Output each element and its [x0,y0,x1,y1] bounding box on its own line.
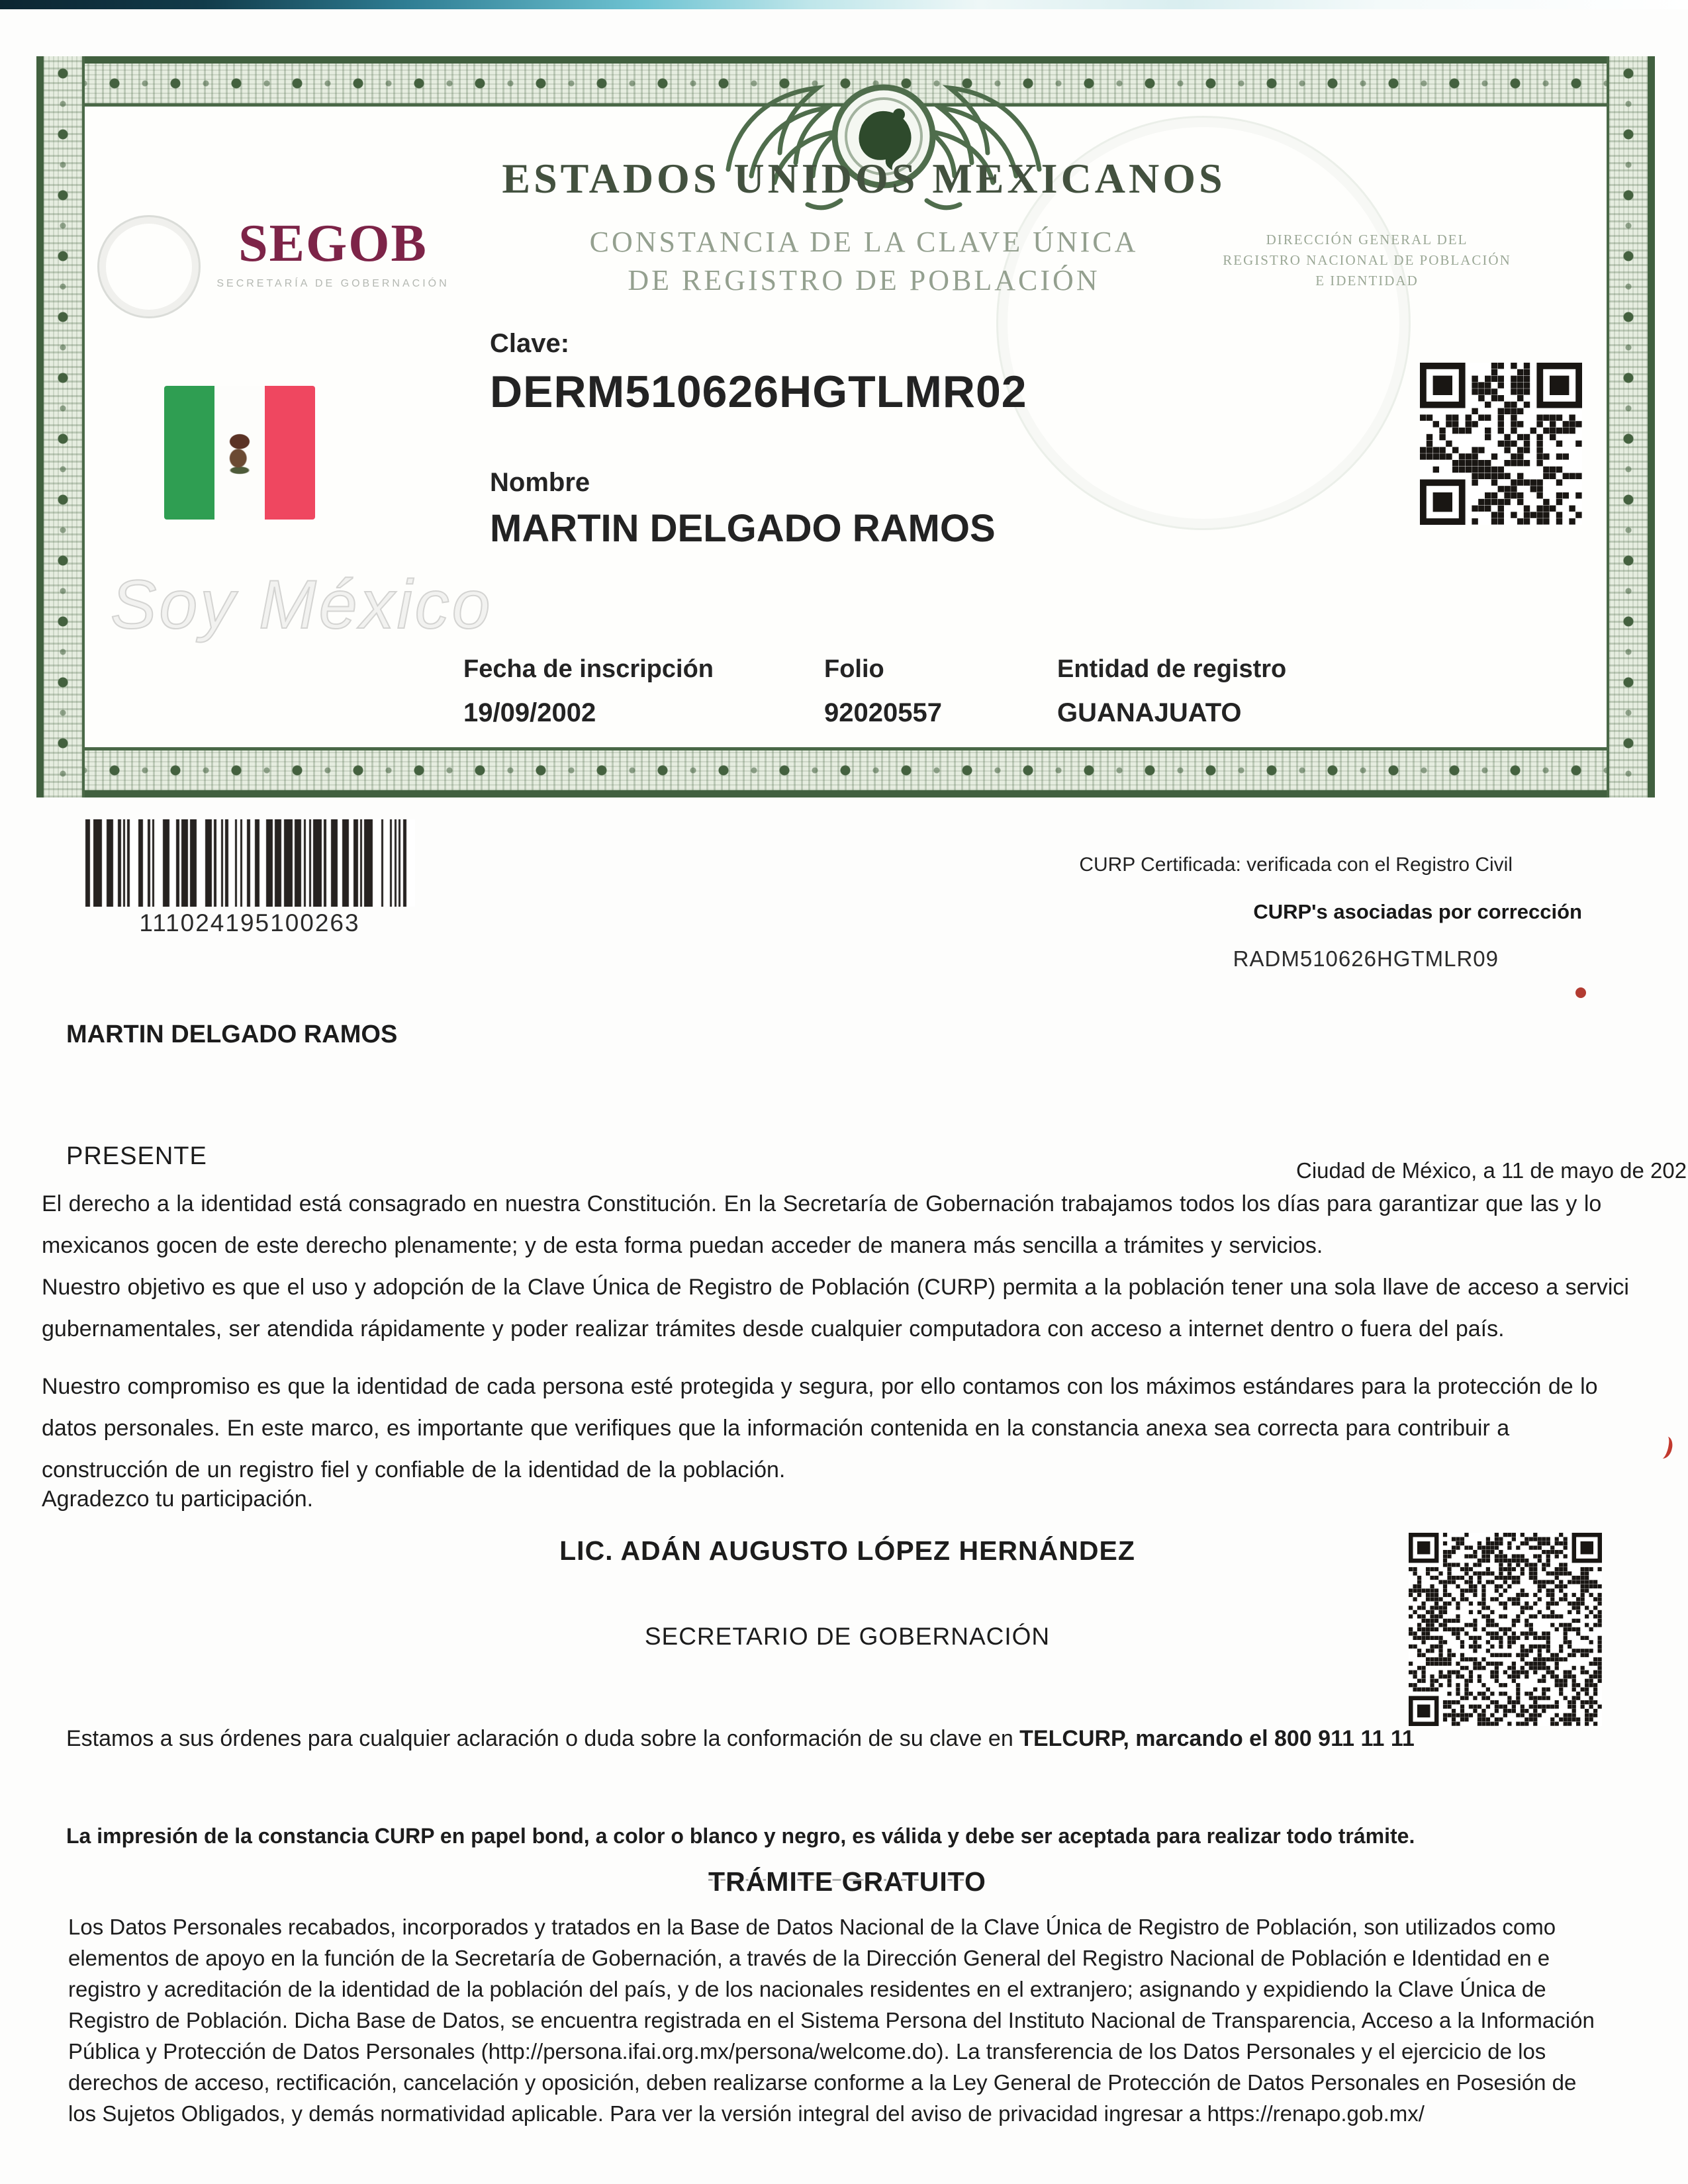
text-line: Los Datos Personales recabados, incorporados y tratados en la Base de Datos Nacional de la Clave Única de Registro de Población, son utilizados como [68,1915,1556,1939]
letter-thanks: Agradezco tu participación. [42,1486,314,1512]
segob-wordmark: SEGOB [238,214,428,273]
soy-mexico-watermark: Soy México [111,567,493,643]
flag-green-stripe [164,386,214,520]
entidad-registro-value: GUANAJUATO [1057,698,1242,727]
fecha-inscripcion-label: Fecha de inscripción [463,655,714,683]
nombre-value: MARTIN DELGADO RAMOS [490,507,996,550]
entidad-registro-label: Entidad de registro [1057,655,1287,683]
text-line: Nuestro objetivo es que el uso y adopción de la Clave Única de Registro de Población (CURP) permita a la población tener una sola llave de acceso a servici [42,1275,1629,1300]
direccion-line-1: DIRECCIÓN GENERAL DEL [1266,232,1468,248]
curp-associated-title: CURP's asociadas por corrección [1253,900,1582,923]
contact-text: Estamos a sus órdenes para cualquier aclaración o duda sobre la conformación de su clave en [66,1726,1020,1751]
certificate-title: ESTADOS UNIDOS MEXICANOS [502,155,1226,202]
mexican-flag [164,386,315,520]
qr-code-signature [1409,1533,1602,1726]
letter-paragraph-3 [42,1366,1688,1491]
text-line: datos personales. En este marco, es importante que verifiques que la información contenida en la constancia anexa sea correcta para contribuir a [42,1416,1510,1441]
segob-subtitle: SECRETARÍA DE GOBERNACIÓN [216,278,449,289]
text-line: mexicanos gocen de este derecho plenamente; y de esta forma puedan acceder de manera más sencilla a trámites y servicios. [42,1233,1323,1258]
free-procedure-notice: TRÁMITE GRATUITO [708,1866,986,1897]
signature-title: SECRETARIO DE GOBERNACIÓN [644,1623,1051,1650]
direccion-general-block [1188,230,1546,291]
segob-logo [187,214,479,290]
scan-artifact-bar [0,0,1688,9]
text-line: registro y acreditación de la identidad de la población del país, y de los nacionales residentes en el extranjero; asignando y expidiendo la Clave Única de [68,1977,1546,2001]
direccion-line-3: E IDENTIDAD [1315,273,1419,289]
text-line: elementos de apoyo en la función de la Secretaría de Gobernación, a través de la Dirección General del Registro Nacional de Población e Identidad en e [68,1946,1550,1970]
text-line: derechos de acceso, rectificación, cancelación y oposición, deben realizarse conforme a la Ley General de Protección de Datos Personales en Posesión de [68,2070,1577,2095]
text-line: Registro de Población. Dicha Base de Datos, se encuentra registrada en el Sistema Persona del Instituto Nacional de Transparencia, Acceso a la Información [68,2008,1595,2032]
folio-label: Folio [824,655,884,683]
contact-phone: TELCURP, marcando el 800 911 11 11 [1019,1726,1415,1751]
letter-presente: PRESENTE [66,1142,207,1170]
curp-certified-line: CURP Certificada: verificada con el Registro Civil [1079,854,1513,876]
signature-name: LIC. ADÁN AUGUSTO LÓPEZ HERNÁNDEZ [559,1535,1135,1566]
text-line: Pública y Protección de Datos Personales (http://persona.ifai.org.mx/persona/welcome.do). La transferencia de los Datos Personales y el ejercicio de los [68,2039,1546,2064]
contact-line [66,1726,1415,1752]
barcode-number: 111024195100263 [139,909,360,936]
certificate-border-bottom [36,747,1655,797]
certificate-border-right [1607,56,1655,797]
letter-paragraph-1 [42,1183,1688,1267]
direccion-line-2: REGISTRO NACIONAL DE POBLACIÓN [1223,252,1511,268]
curp-certificate [36,56,1655,797]
text-line: gubernamentales, ser atendida rápidamente y poder realizar trámites desde cualquier computadora con acceso a internet dentro o fuera del país. [42,1316,1505,1342]
curp-associated-value: RADM510626HGTMLR09 [1233,946,1499,971]
letter-paragraph-2 [42,1267,1688,1350]
privacy-paragraph [68,1911,1688,2129]
certificate-subtitle [420,223,1307,300]
clave-label: Clave: [490,329,570,358]
flag-white-stripe [214,386,265,520]
text-line: los Sujetos Obligados, y demás normatividad aplicable. Para ver la versión integral del aviso de privacidad ingresar a https://renapo.gob.mx/ [68,2101,1425,2126]
red-pen-dot [1575,987,1586,998]
subtitle-line-1: CONSTANCIA DE LA CLAVE ÚNICA [589,226,1139,258]
certificate-border-left [36,56,85,797]
folio-value: 92020557 [824,698,942,727]
barcode [84,819,415,907]
fecha-inscripcion-value: 19/09/2002 [463,698,596,727]
nombre-label: Nombre [490,468,590,497]
flag-eagle-emblem [221,430,258,476]
segob-eagle-watermark [97,215,201,318]
qr-code-top [1420,363,1582,525]
clave-value: DERM510626HGTLMR02 [490,367,1027,417]
text-line: El derecho a la identidad está consagrado en nuestra Constitución. En la Secretaría de Gobernación trabajamos todos los días para garantizar que las y lo [42,1191,1602,1216]
letter-recipient: MARTIN DELGADO RAMOS [66,1021,398,1048]
letter-date: Ciudad de México, a 11 de mayo de 202 [1296,1158,1687,1183]
flag-red-stripe [265,386,315,520]
text-line: construcción de un registro fiel y confiable de la identidad de la población. [42,1457,786,1482]
print-validity-notice: La impresión de la constancia CURP en papel bond, a color o blanco y negro, es válida y debe ser aceptada para realizar todo trámite. [66,1824,1415,1848]
subtitle-line-2: DE REGISTRO DE POBLACIÓN [628,264,1100,296]
text-line: Nuestro compromiso es que la identidad de cada persona esté protegida y segura, por ello contamos con los máximos estándares para la protección de lo [42,1374,1598,1399]
